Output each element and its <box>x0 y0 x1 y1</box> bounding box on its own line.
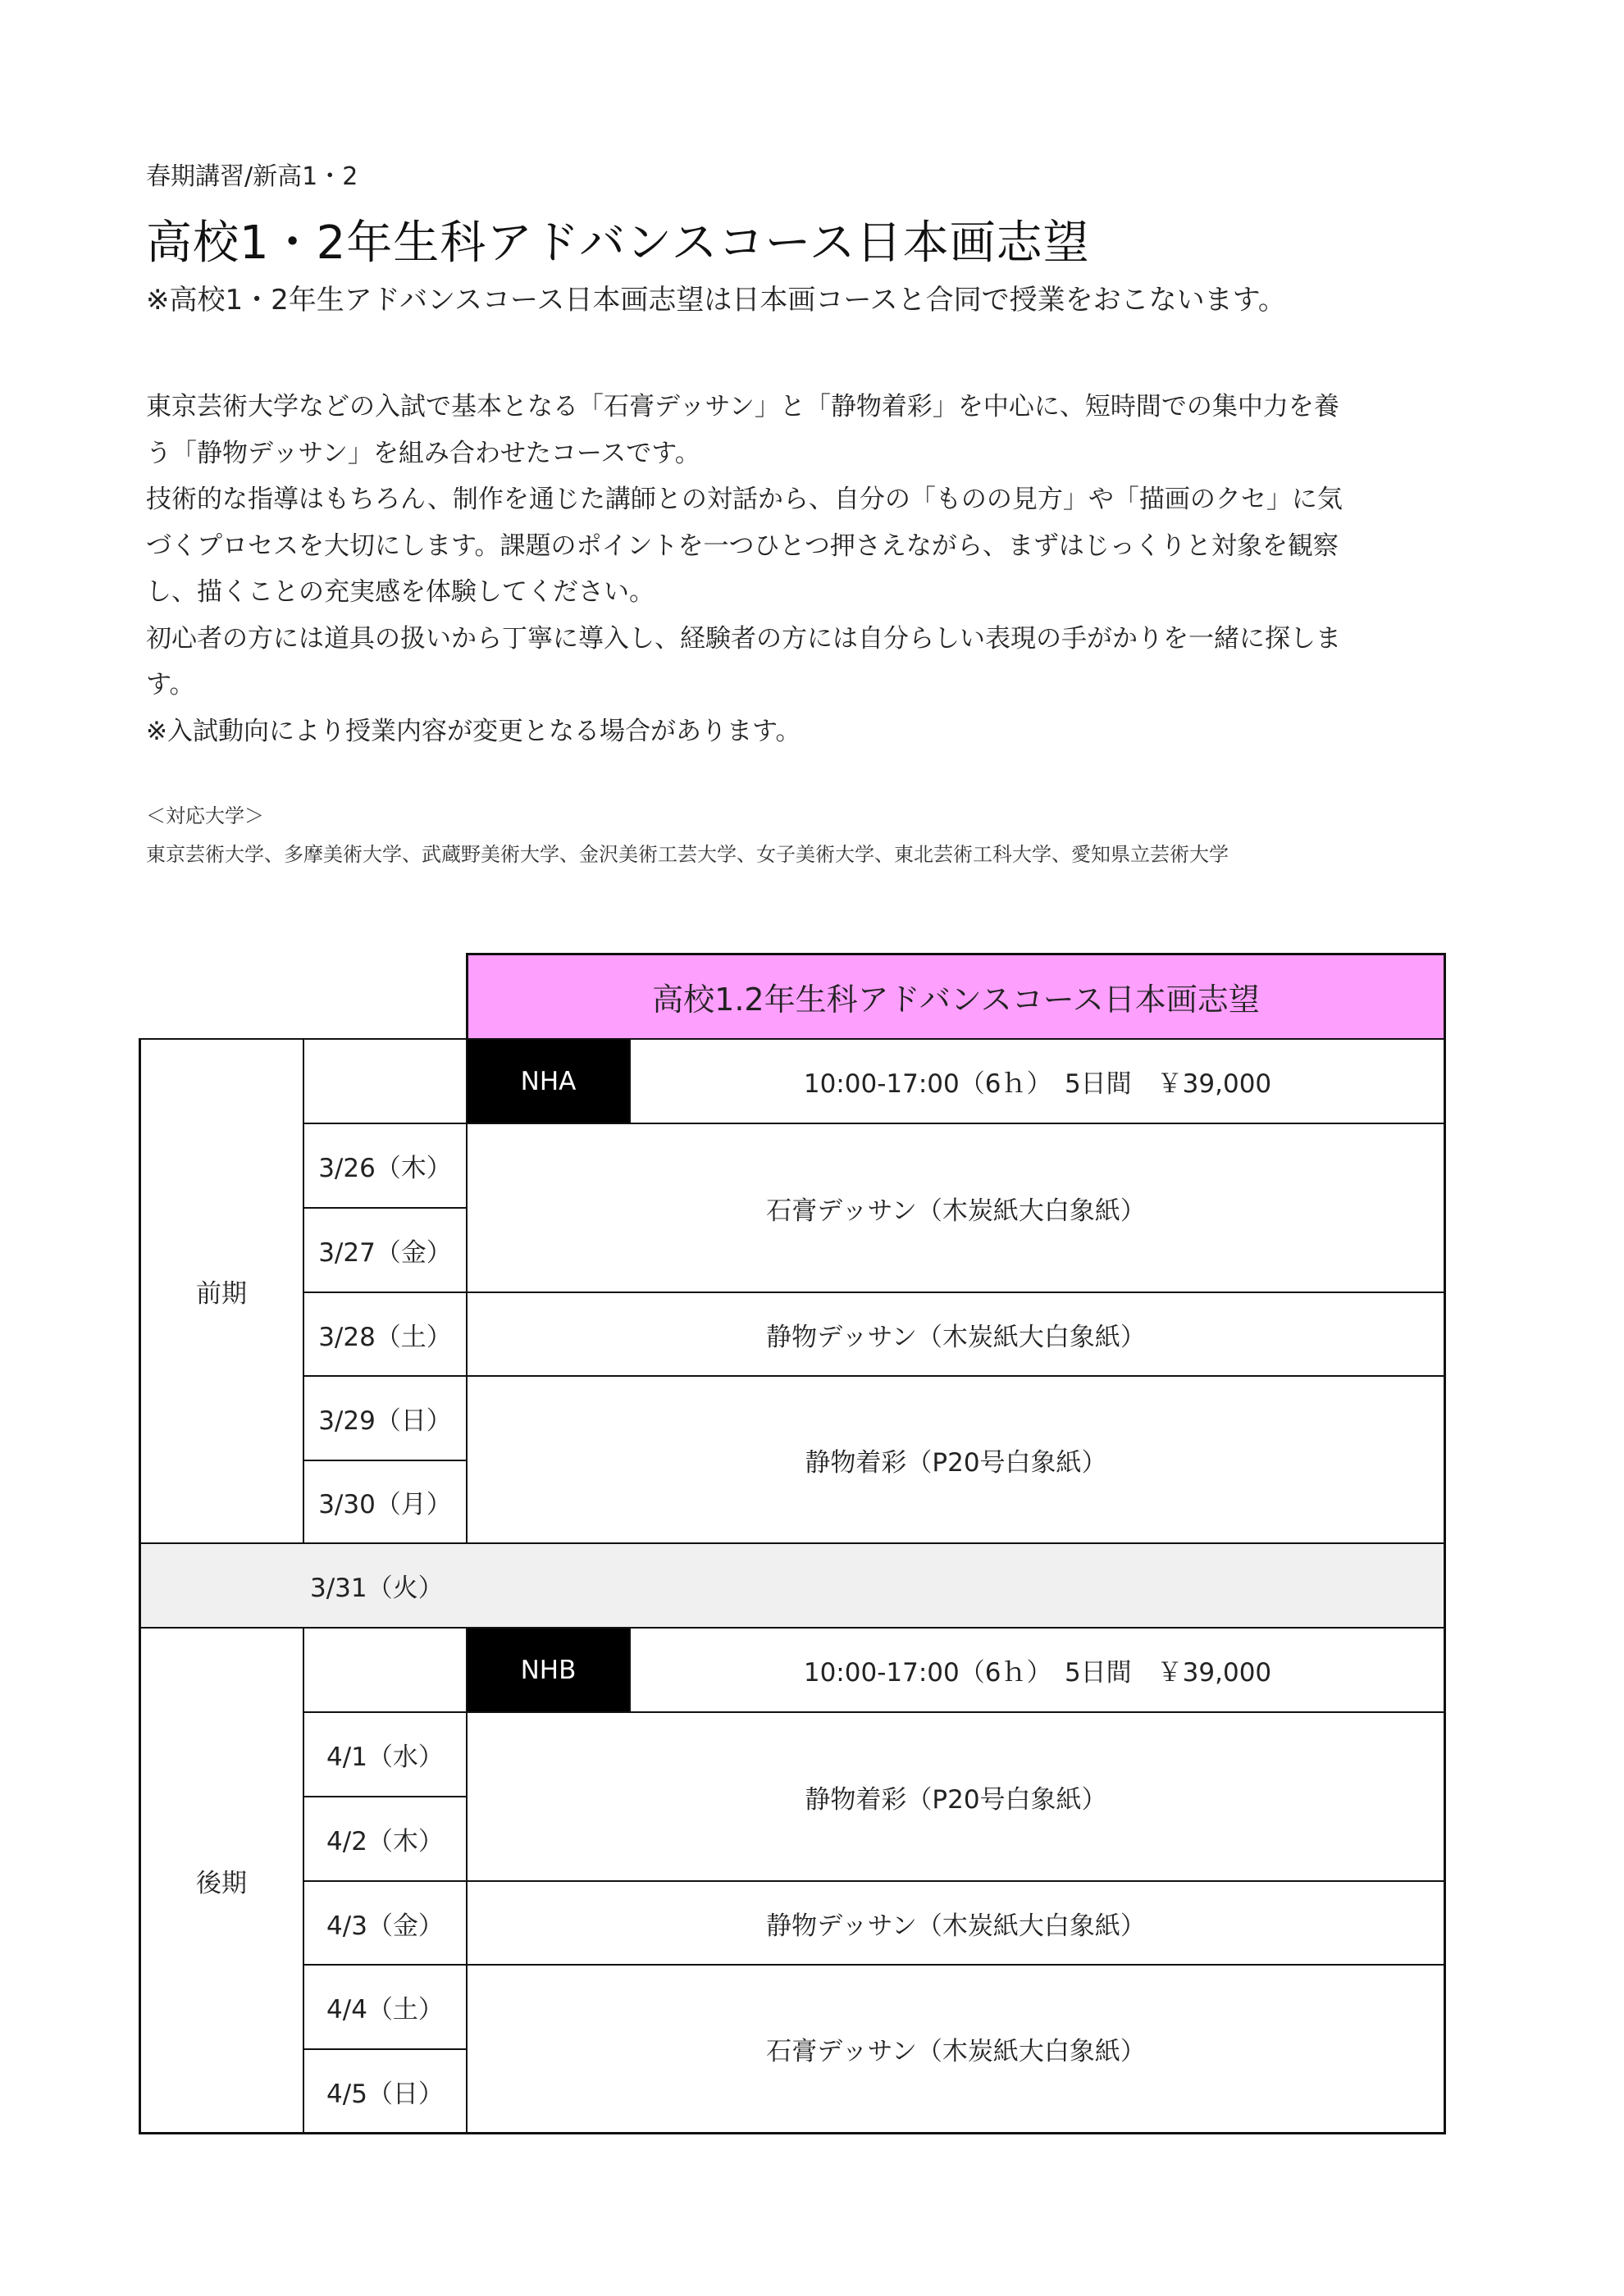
course-code-badge: NHB <box>467 1628 630 1712</box>
table-rule <box>303 1627 304 2133</box>
table-rule <box>139 1038 1446 1040</box>
description-line: し、描くことの充実感を体験してください。 <box>146 577 655 607</box>
table-rule <box>466 1627 468 2133</box>
subject-cell: 石膏デッサン（木炭紙大白象紙） <box>766 2037 1146 2066</box>
period-label: 後期 <box>196 1868 247 1898</box>
table-border <box>466 953 468 1040</box>
table-border <box>139 2132 1446 2134</box>
date-cell: 3/28（土） <box>318 1322 452 1352</box>
description-line: ※入試動向により授業内容が変更となる場合があります。 <box>146 716 801 746</box>
period-label: 前期 <box>196 1279 247 1309</box>
subject-cell: 静物着彩（P20号白象紙） <box>805 1447 1107 1478</box>
description-line: す。 <box>146 670 195 699</box>
table-title: 高校1.2年生科アドバンスコース日本画志望 <box>467 954 1445 1039</box>
table-rule <box>629 1038 631 1123</box>
table-rule <box>303 1880 1446 1882</box>
date-cell: 3/29（日） <box>318 1406 452 1436</box>
break-day-row: 3/31（火） <box>139 1543 1445 1628</box>
table-border <box>466 953 1446 955</box>
description-line: 初心者の方には道具の扱いから丁寧に導入し、経験者の方には自分らしい表現の手がかりを一緒に探しま <box>146 623 1341 654</box>
table-rule <box>303 1038 304 1543</box>
course-kicker: 春期講習/新高1・2 <box>146 162 358 191</box>
page-subtitle: ※高校1・2年生アドバンスコース日本画志望は日本画コースと合同で授業をおこないます。 <box>146 284 1286 317</box>
table-rule <box>303 1292 1446 1293</box>
table-rule <box>139 1627 1446 1629</box>
date-cell: 4/3（金） <box>326 1911 444 1941</box>
subject-cell: 石膏デッサン（木炭紙大白象紙） <box>766 1196 1146 1226</box>
table-rule <box>303 1796 468 1797</box>
course-code-badge: NHA <box>467 1039 630 1123</box>
table-rule <box>303 1711 1446 1713</box>
description-line: 東京芸術大学などの入試で基本となる「石膏デッサン」と「静物着彩」を中心に、短時間での集中力を養 <box>146 392 1339 421</box>
table-rule <box>303 1207 468 1209</box>
subject-cell: 静物着彩（P20号白象紙） <box>805 1784 1107 1815</box>
table-rule <box>303 2048 468 2050</box>
table-rule <box>303 1460 468 1461</box>
course-info: 10:00-17:00（6ｈ） 5日間 ￥39,000 <box>803 1658 1272 1688</box>
course-info: 10:00-17:00（6ｈ） 5日間 ￥39,000 <box>803 1069 1272 1099</box>
date-cell: 4/1（水） <box>326 1742 444 1772</box>
page-title: 高校1・2年生科アドバンスコース日本画志望 <box>146 216 1090 270</box>
description-line: う「静物デッサン」を組み合わせたコースです。 <box>146 438 700 468</box>
table-rule <box>139 1542 1446 1544</box>
subject-cell: 静物デッサン（木炭紙大白象紙） <box>766 1911 1146 1941</box>
date-cell: 4/2（木） <box>326 1827 444 1856</box>
date-cell: 3/26（木） <box>318 1154 452 1183</box>
table-rule <box>629 1627 631 1712</box>
date-cell: 4/5（日） <box>326 2079 444 2109</box>
date-cell: 3/27（金） <box>318 1238 452 1268</box>
table-rule <box>303 1123 1446 1124</box>
date-cell: 4/4（土） <box>326 1995 444 2025</box>
universities-list: 東京芸術大学、多摩美術大学、武蔵野美術大学、金沢美術工芸大学、女子美術大学、東北芸術工科大学、愛知県立芸術大学 <box>146 843 1229 866</box>
table-rule <box>303 1964 1446 1966</box>
date-cell: 3/30（月） <box>318 1490 452 1519</box>
table-rule <box>303 1375 1446 1377</box>
table-rule <box>466 1038 468 1543</box>
subject-cell: 静物デッサン（木炭紙大白象紙） <box>766 1322 1146 1352</box>
table-border <box>139 1038 141 2134</box>
universities-heading: ＜対応大学＞ <box>146 804 264 827</box>
description-line: 技術的な指導はもちろん、制作を通じた講師との対話から、自分の「ものの見方」や「描画のクセ」に気 <box>146 485 1343 514</box>
description-line: づくプロセスを大切にします。課題のポイントを一つひとつ押さえながら、まずはじっくりと対象を観察 <box>146 531 1339 561</box>
